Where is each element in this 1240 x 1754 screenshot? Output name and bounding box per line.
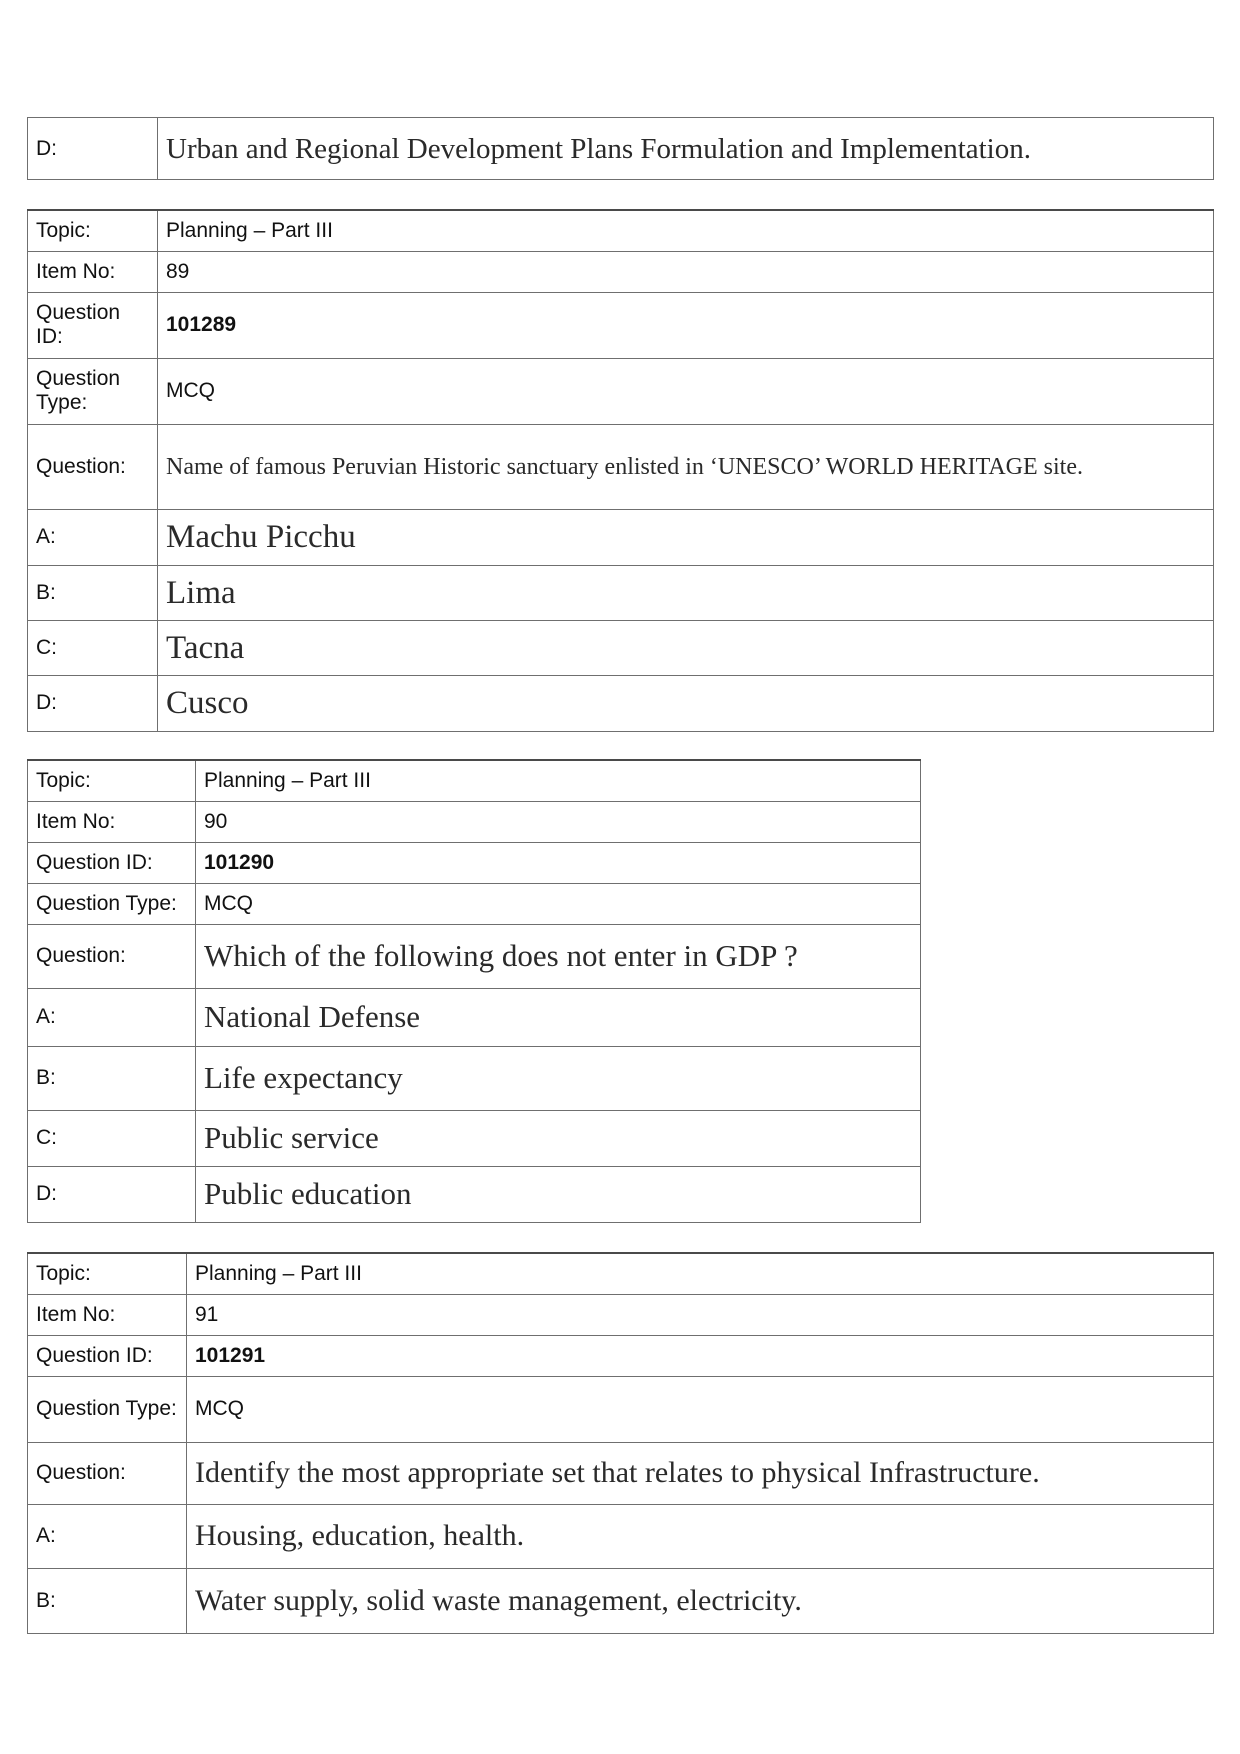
question-text: Identify the most appropriate set that relates to physical Infrastructure. [187,1442,1214,1504]
option-text: Urban and Regional Development Plans Formulation and Implementation. [158,118,1214,180]
option-label: C: [28,1110,196,1166]
item-no-row [28,801,921,842]
option-label: A: [28,988,196,1046]
question-id-value: 101289 [158,292,1214,358]
option-text: Cusco [158,675,1214,731]
topic-label: Topic: [28,210,158,251]
option-label: A: [28,509,158,565]
item-no-value: 89 [158,251,1214,292]
question-89-table [27,209,1214,732]
option-text: Life expectancy [196,1046,921,1110]
option-row-b [28,1046,921,1110]
question-type-label: Question Type: [28,358,158,424]
question-label: Question: [28,924,196,988]
option-text: Housing, education, health. [187,1504,1214,1568]
item-no-label: Item No: [28,1294,187,1335]
question-type-row [28,883,921,924]
topic-row [28,1253,1214,1294]
option-text: Public service [196,1110,921,1166]
question-type-value: MCQ [187,1376,1214,1442]
item-no-row [28,1294,1214,1335]
question-id-row [28,842,921,883]
item-no-value: 90 [196,801,921,842]
question-type-row [28,1376,1214,1442]
question-row [28,924,921,988]
option-text: Lima [158,565,1214,620]
continuation-table [27,117,1214,180]
option-text: National Defense [196,988,921,1046]
option-row-c [28,620,1214,675]
question-label: Question: [28,1442,187,1504]
item-no-label: Item No: [28,801,196,842]
topic-label: Topic: [28,760,196,801]
option-row-b [28,565,1214,620]
question-id-label: Question ID: [28,842,196,883]
question-id-row [28,292,1214,358]
option-row-d [28,1166,921,1222]
question-id-value: 101291 [187,1335,1214,1376]
question-text: Name of famous Peruvian Historic sanctuary enlisted in ‘UNESCO’ WORLD HERITAGE site. [158,424,1214,509]
option-label: B: [28,1568,187,1633]
option-row-d [28,118,1214,180]
item-no-value: 91 [187,1294,1214,1335]
option-label: B: [28,565,158,620]
option-row-a [28,509,1214,565]
option-label: D: [28,1166,196,1222]
option-row-b [28,1568,1214,1633]
question-text: Which of the following does not enter in GDP ? [196,924,921,988]
topic-label: Topic: [28,1253,187,1294]
option-label: D: [28,675,158,731]
option-row-a [28,988,921,1046]
topic-value: Planning – Part III [158,210,1214,251]
topic-row [28,210,1214,251]
option-row-c [28,1110,921,1166]
option-label: B: [28,1046,196,1110]
option-text: Machu Picchu [158,509,1214,565]
question-id-row [28,1335,1214,1376]
option-text: Water supply, solid waste management, electricity. [187,1568,1214,1633]
question-row [28,1442,1214,1504]
question-type-label: Question Type: [28,1376,187,1442]
question-id-value: 101290 [196,842,921,883]
option-row-d [28,675,1214,731]
question-type-value: MCQ [196,883,921,924]
topic-value: Planning – Part III [187,1253,1214,1294]
item-no-row [28,251,1214,292]
option-label: D: [28,118,158,180]
option-label: A: [28,1504,187,1568]
question-label: Question: [28,424,158,509]
question-id-label: Question ID: [28,292,158,358]
option-text: Public education [196,1166,921,1222]
question-90-table [27,759,921,1223]
question-type-label: Question Type: [28,883,196,924]
question-type-row [28,358,1214,424]
topic-row [28,760,921,801]
question-type-value: MCQ [158,358,1214,424]
option-text: Tacna [158,620,1214,675]
topic-value: Planning – Part III [196,760,921,801]
option-row-a [28,1504,1214,1568]
option-label: C: [28,620,158,675]
question-row [28,424,1214,509]
question-91-table [27,1252,1214,1634]
item-no-label: Item No: [28,251,158,292]
question-id-label: Question ID: [28,1335,187,1376]
